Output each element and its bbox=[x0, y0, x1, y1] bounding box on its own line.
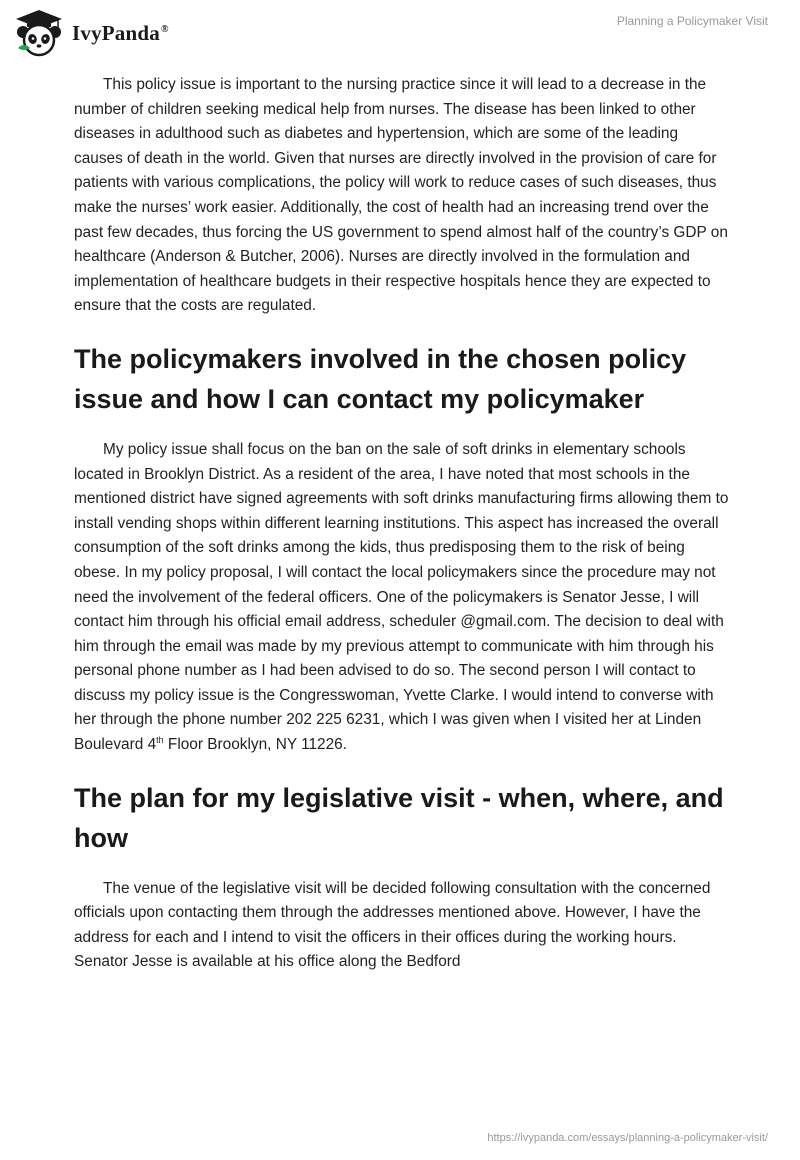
ivypanda-logo[interactable] bbox=[12, 8, 169, 58]
paragraph-policy-issue-end: Floor Brooklyn, NY 11226. bbox=[163, 736, 348, 754]
paragraph-policy-issue-text: My policy issue shall focus on the ban on the sale of soft drinks in elementary schools located in Brooklyn District. As a resident of the area, I have noted that most schools in the mentioned district have signed agreements with soft drinks manufacturing firms allowing them to install vending shops within different learning institutions. This aspect has increased the overall consumption of the soft drinks among the kids, thus predisposing them to the risk of being obese. In my policy proposal, I will contact the local policymakers since the procedure may not need the involvement of the federal officers. One of the policymakers is Senator Jesse, I will contact him through his official email address, scheduler @gmail.com. The decision to deal with him through the email was made by my previous attempt to communicate with him through his personal phone number as I had been advised to do so. The second person I will contact to discuss my policy issue is the Congresswoman, Yvette Clarke. I would intend to converse with her through the phone number 202 225 6231, which I was given when I visited her at Linden Boulevard 4 bbox=[74, 440, 729, 754]
heading-legislative-visit: The plan for my legislative visit - when, where, and how bbox=[74, 782, 724, 854]
registered-mark: ® bbox=[160, 23, 169, 35]
document-title: Planning a Policymaker Visit bbox=[616, 14, 768, 28]
panda-graduate-icon bbox=[12, 8, 66, 58]
logo-wordmark: IvyPanda® bbox=[72, 20, 169, 45]
source-url[interactable]: https://ivypanda.com/essays/planning-a-policymaker-visit/ bbox=[487, 1132, 768, 1144]
essay-body bbox=[74, 73, 729, 975]
page-header bbox=[0, 0, 800, 70]
paragraph-policy-issue bbox=[74, 438, 729, 758]
heading-policymakers: The policymakers involved in the chosen policy issue and how I can contact my policymaker bbox=[74, 343, 687, 415]
paragraph-nursing-practice: This policy issue is important to the nursing practice since it will lead to a decrease in the number of children seeking medical help from nurses. The disease has been linked to other diseases in adulthood such as diabetes and hypertension, which are some of the leading causes of death in the world. Given that nurses are directly involved in the provision of care for patients with various complications, the policy will work to reduce cases of such diseases, thus make the nurses’ work easier. Additionally, the cost of health had an increasing trend over the past few decades, thus forcing the US government to spend almost half of the country’s GDP on healthcare (Anderson & Butcher, 2006). Nurses are directly involved in the formulation and implementation of healthcare budgets in their respective hospitals hence they are expected to ensure that the costs are regulated. bbox=[74, 76, 728, 315]
paragraph-visit-venue: The venue of the legislative visit will be decided following consultation with the concerned officials upon contacting them through the addresses mentioned above. However, I have the address for each and I intend to visit the officers in their offices during the working hours. Senator Jesse is available at his office along the Bedford bbox=[74, 879, 711, 971]
ordinal-suffix: th bbox=[156, 734, 164, 745]
